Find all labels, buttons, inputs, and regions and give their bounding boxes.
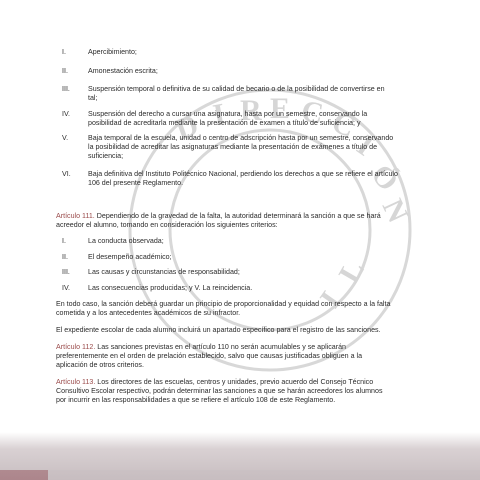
article-111-line: acreedor el alumno, tomando en consideración los siguientes criterios: xyxy=(56,221,278,229)
article-label: Artículo 113. xyxy=(56,378,96,386)
svg-text:I: I xyxy=(313,285,348,315)
list-item-number: VI. xyxy=(62,170,71,178)
list-item-number: I. xyxy=(62,48,66,56)
paragraph-line: cometida y a los antecedentes académicos de su infractor. xyxy=(56,309,241,317)
footer-accent-bar xyxy=(0,470,480,480)
paragraph-line: El expediente escolar de cada alumno incluirá un apartado específico para el registro de las sanciones. xyxy=(56,326,381,334)
svg-text:Ó: Ó xyxy=(364,158,405,198)
list-item-text: 106 del presente Reglamento. xyxy=(88,179,184,187)
list-item-number: III. xyxy=(62,85,70,93)
article-113-line: Consultivo Escolar respectivo, podrán determinar las sanciones a que se harán acreedores los alumnos xyxy=(56,387,383,395)
list-item-text: posibilidad de acreditarla mediante la presentación de examen a título de suficiencia; y xyxy=(88,119,361,127)
svg-text:I: I xyxy=(210,97,228,132)
svg-text:I: I xyxy=(350,128,380,163)
list-item-text: Suspensión temporal o definitiva de su calidad de becario o de la posibilidad de convertirse en xyxy=(88,85,385,93)
article-112-line: aplicación de otros criterios. xyxy=(56,361,144,369)
article-label: Artículo 112. xyxy=(56,343,96,351)
list-item-text: El desempeño académico; xyxy=(88,253,172,261)
svg-text:L: L xyxy=(332,254,372,289)
svg-text:D: D xyxy=(171,108,203,147)
svg-text:R: R xyxy=(240,94,262,127)
svg-text:C: C xyxy=(298,94,326,131)
article-112-line: preferentemente en el orden de prelación establecido, salvo que causas justificadas obliguen a la xyxy=(56,352,363,360)
article-111-line: Artículo 111. Dependiendo de la gravedad de la falta, la autoridad determinará la sanción a que se hará xyxy=(56,212,381,220)
list-item-text: Amonestación escrita; xyxy=(88,67,158,75)
list-item-text: tal; xyxy=(88,94,98,102)
list-item-text: Baja temporal de la escuela, unidad o centro de adscripción hasta por un semestre, conservando xyxy=(88,134,394,142)
list-item-text: Suspensión del derecho a cursar una asignatura, hasta por un semestre, conservando la xyxy=(88,110,368,118)
list-item-text: La conducta observada; xyxy=(88,237,164,245)
list-item-text: Las causas y circunstancias de responsabilidad; xyxy=(88,268,240,276)
list-item-number: IV. xyxy=(62,110,71,118)
list-item-text: Apercibimiento; xyxy=(88,48,137,56)
list-item-number: II. xyxy=(62,253,68,261)
list-item-number: III. xyxy=(62,268,70,276)
list-item-text: Baja definitiva del Instituto Politécnico Nacional, perdiendo los derechos a que se refiere el artículo xyxy=(88,170,398,178)
article-label: Artículo 111. xyxy=(56,212,95,220)
list-item-text: Las consecuencias producidas; y V. La reincidencia. xyxy=(88,284,253,292)
paragraph-line: En todo caso, la sanción deberá guardar un principio de proporcionalidad y equidad con respecto a la falta xyxy=(56,300,391,308)
list-item-number: IV. xyxy=(62,284,71,292)
list-item-number: I. xyxy=(62,237,66,245)
list-item-text: la posibilidad de acreditar las asignaturas mediante la presentación de exámenes a título de xyxy=(88,143,378,151)
article-112-line: Artículo 112. Las sanciones previstas en el artículo 110 no serán acumulables y se aplicarán xyxy=(56,343,346,351)
list-item-number: II. xyxy=(62,67,68,75)
article-113-line: por incurrir en las responsabilidades a que se refiere el artículo 108 de este Reglamento. xyxy=(56,396,336,404)
svg-text:C: C xyxy=(327,105,360,144)
list-item-number: V. xyxy=(62,134,69,142)
article-113-line: Artículo 113. Los directores de las escuelas, centros y unidades, previo acuerdo del Consejo Técnico xyxy=(56,378,374,386)
svg-text:N: N xyxy=(375,194,415,228)
svg-text:E: E xyxy=(270,92,291,125)
list-item-text: suficiencia; xyxy=(88,152,124,160)
